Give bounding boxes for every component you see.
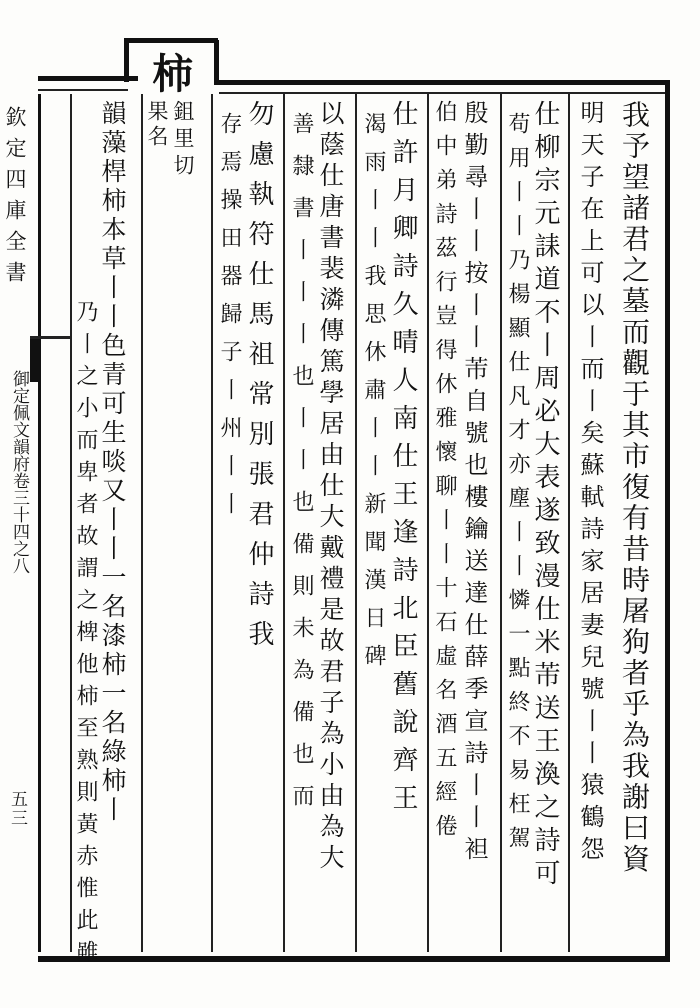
text-column: 我予望諸君之墓而觀于其市復有昔時屠狗者乎為我謝曰資 <box>618 100 651 875</box>
text-column: 仕許月卿詩久晴人南仕王逢詩北臣舊說齊王 <box>388 100 418 822</box>
column-divider <box>283 94 285 952</box>
text-column: 渴雨丨丨我思休肅丨丨新聞漢日碑 <box>361 112 386 682</box>
frame-top-inner <box>38 89 128 91</box>
text-column: 仕柳宗元誄道不丨周必大表遂致漫仕米芾送王渙之詩可 <box>530 100 560 892</box>
frame-top-inner-right <box>219 92 665 94</box>
section-title: 御定佩文韻府卷三十四之八 <box>9 370 29 574</box>
page-number: 五三 <box>7 790 27 828</box>
frame-top-left <box>38 76 138 81</box>
column-divider <box>500 94 502 952</box>
book-title: 欽定四庫全書 <box>3 106 27 292</box>
tab-heading: 柿 <box>145 52 193 95</box>
text-column: 善隸書丨丨丨也丨丨也備則未為備也而 <box>289 112 314 826</box>
column-divider <box>355 94 357 952</box>
frame-tab-top <box>124 38 218 43</box>
column-divider <box>70 94 72 952</box>
text-column: 以蔭仕唐書裴潾傳篤學居由仕大戴禮是故君子為小由為大 <box>316 100 345 875</box>
head-char-reading: 鉏里切 <box>171 100 195 181</box>
margin-fishtail <box>30 336 40 382</box>
text-column: 韻藻桿柿本草丨丨色青可生啖又丨丨一名漆柿一名綠柿丨 <box>98 100 127 825</box>
text-column: 勿慮執符仕馬祖常別張君仲詩我 <box>244 100 274 660</box>
text-column: 明天子在上可以丨而丨矣蘇軾詩家居妻兒號丨丨猿鶴怨 <box>576 100 604 868</box>
text-column: 伯中弟詩茲行豈得休雅懷聊丨丨十石虛名酒五經倦 <box>432 100 457 848</box>
text-column: 苟用丨丨乃楊顯仕凡才亦塵丨丨憐一點終不易枉駕 <box>505 112 530 860</box>
margin-divider <box>38 94 41 952</box>
frame-right <box>665 80 670 960</box>
text-column: 乃丨之小而卑者故謂之椑他柿至熟則黃赤惟此雖 <box>73 300 98 972</box>
column-divider <box>141 94 143 952</box>
text-column: 殷勤尋丨丨按丨丨芾自號也樓鑰送達仕薛季宣詩丨丨袒 <box>460 100 488 868</box>
column-divider <box>427 94 429 952</box>
frame-tab-left <box>124 40 129 82</box>
column-divider <box>568 94 570 952</box>
frame-bottom <box>38 956 670 962</box>
frame-top-right <box>214 80 670 85</box>
text-column: 存焉操田器歸子丨州丨丨 <box>217 112 242 530</box>
head-char-gloss: 果名 <box>145 100 169 150</box>
margin-rule <box>30 336 70 339</box>
column-divider <box>211 94 213 952</box>
frame-tab-right <box>214 40 219 84</box>
